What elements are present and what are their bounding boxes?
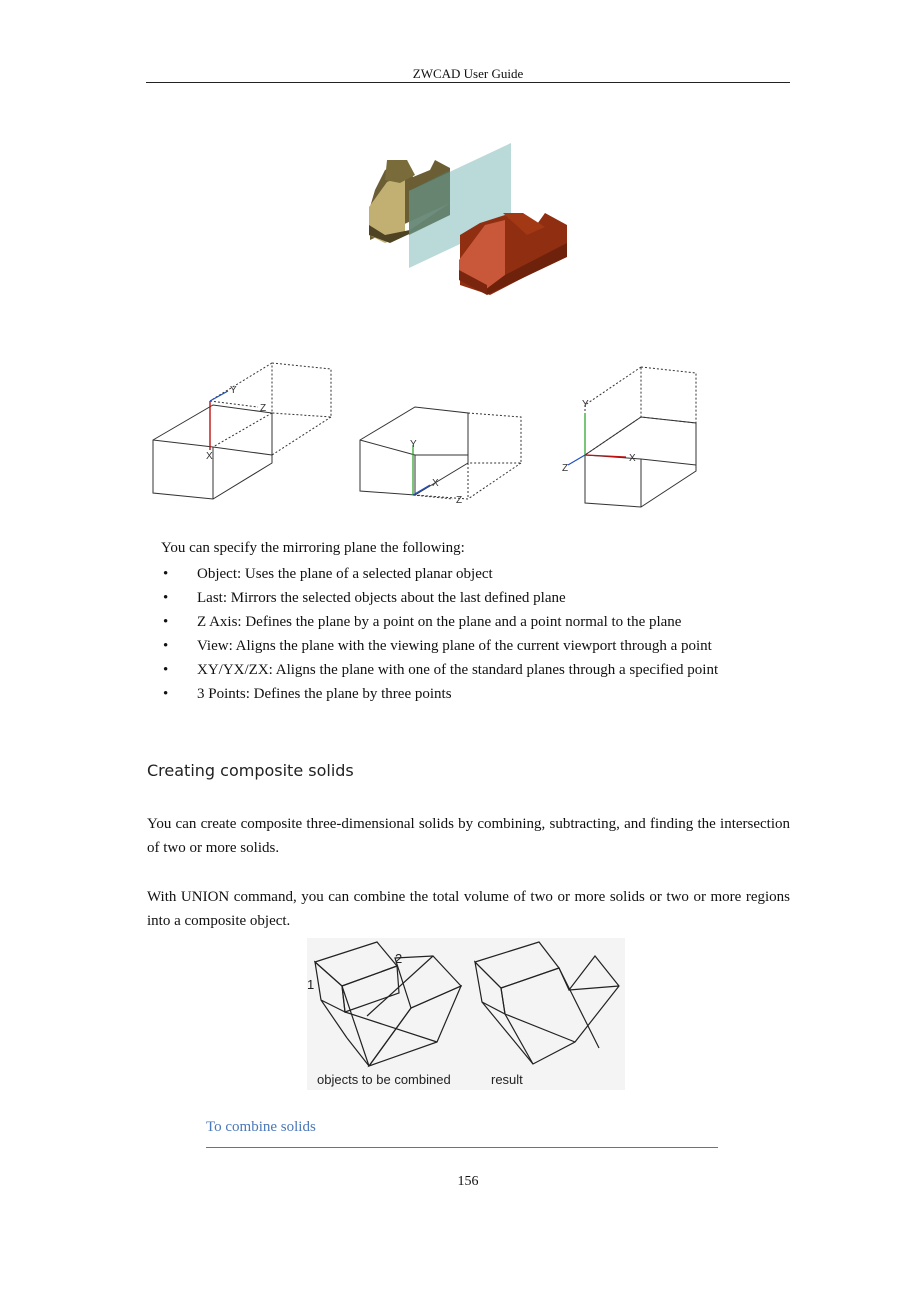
caption-result: result bbox=[491, 1072, 523, 1087]
ucs-icon-3 bbox=[562, 399, 636, 474]
page-number: 156 bbox=[457, 1174, 479, 1189]
paragraph-union: With UNION command, you can combine the total volume of two or more solids or two or more regions into a composite object. bbox=[147, 889, 790, 929]
paragraph-composite: You can create composite three-dimensional solids by combining, subtracting, and finding the intersection of two or more solids. bbox=[147, 816, 790, 856]
list-item: • Object: Uses the plane of a selected planar object bbox=[161, 564, 718, 588]
axis-label-y-1: Y bbox=[230, 385, 237, 396]
header-rule bbox=[146, 82, 790, 83]
list-item: • Last: Mirrors the selected objects about the last defined plane bbox=[161, 588, 718, 612]
ucs-icon-2 bbox=[410, 439, 462, 506]
page-header: ZWCAD User Guide bbox=[412, 66, 524, 81]
mirror-plane-wireframes bbox=[148, 355, 708, 515]
subheading-link[interactable]: To combine solids bbox=[206, 1119, 316, 1135]
label-one: 1 bbox=[307, 977, 315, 992]
wireframe-box-2 bbox=[360, 407, 521, 499]
axis-label-z-2: Z bbox=[456, 495, 463, 506]
axis-label-z-3: Z bbox=[562, 463, 569, 474]
list-item: • View: Aligns the plane with the viewing plane of the current viewport through a point bbox=[161, 636, 718, 660]
subheading-rule bbox=[206, 1147, 718, 1148]
list-item: • XY/YX/ZX: Aligns the plane with one of the standard planes through a specified point bbox=[161, 660, 718, 684]
section-heading: Creating composite solids bbox=[147, 761, 354, 780]
axis-label-y-3: Y bbox=[582, 399, 589, 410]
wireframe-box-3 bbox=[585, 367, 696, 507]
axis-label-y-2: Y bbox=[410, 439, 417, 450]
caption-objects: objects to be combined bbox=[317, 1072, 451, 1087]
axis-label-z-1: Z bbox=[260, 403, 267, 414]
mirror-3d-illustration bbox=[355, 135, 585, 305]
axis-label-x-2: X bbox=[432, 478, 439, 489]
list-item: • 3 Points: Defines the plane by three points bbox=[161, 684, 718, 708]
list-item: • Z Axis: Defines the plane by a point on the plane and a point normal to the plane bbox=[161, 612, 718, 636]
wireframe-box-1 bbox=[153, 363, 331, 499]
axis-label-x-3: X bbox=[629, 453, 636, 464]
mirror-intro: You can specify the mirroring plane the following: bbox=[161, 540, 465, 556]
mirror-options-list bbox=[161, 564, 718, 708]
label-two: 2 bbox=[395, 951, 403, 966]
union-illustration bbox=[307, 938, 625, 1090]
axis-label-x-1: X bbox=[206, 451, 213, 462]
